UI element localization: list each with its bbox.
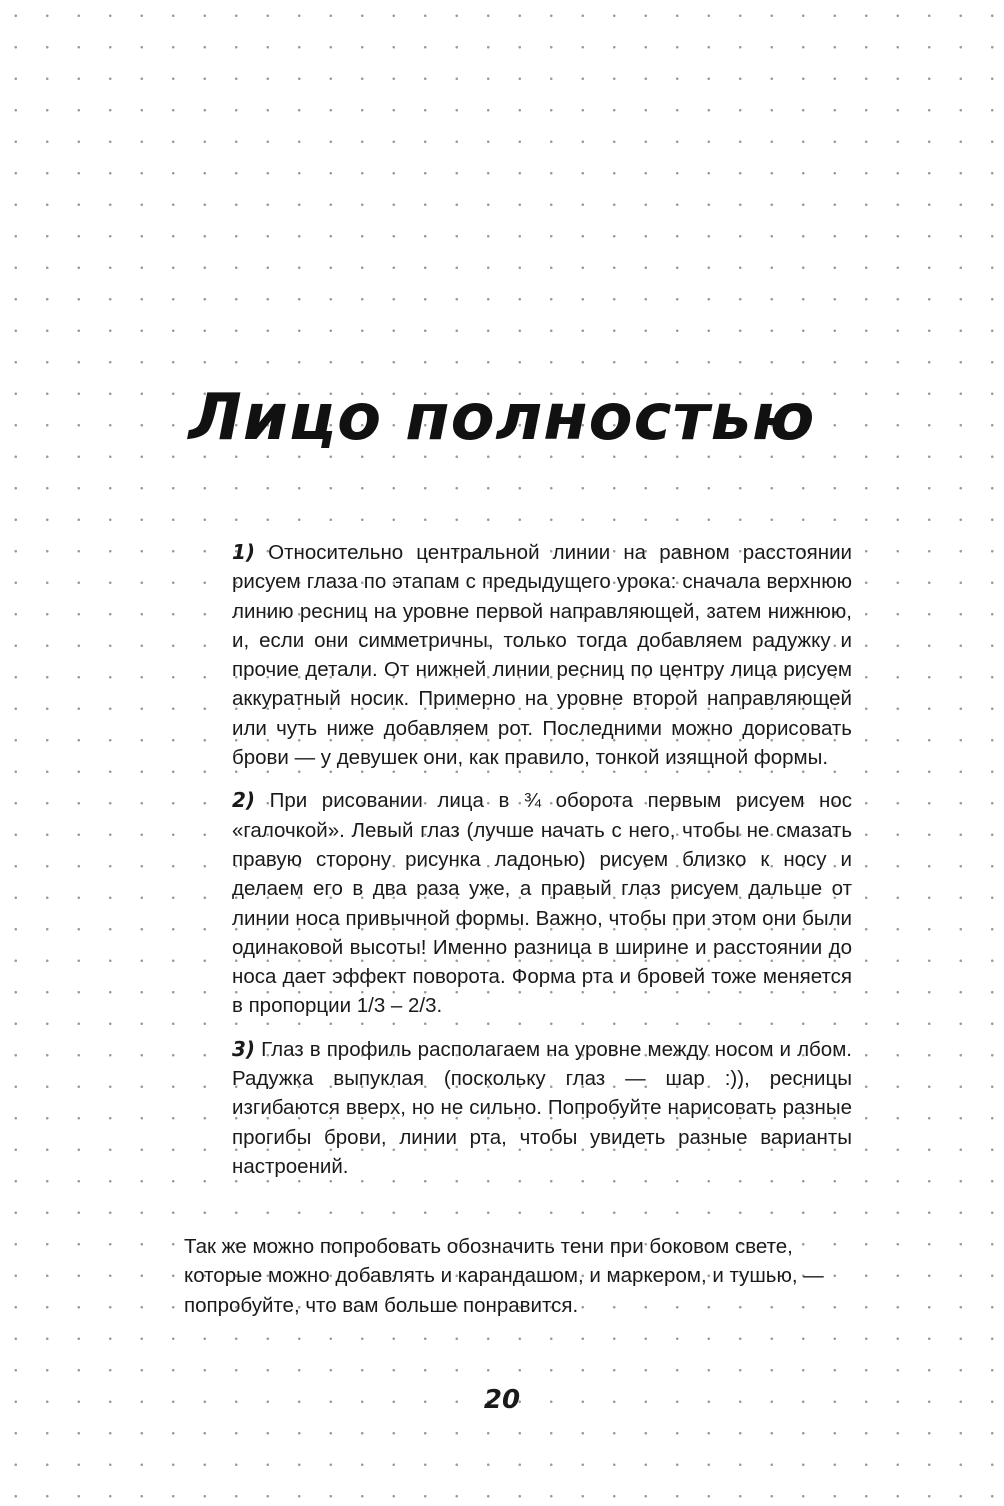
steps-list [232, 538, 852, 1195]
step-3-text: Глаз в профиль располагаем на уровне между носом и лбом. Радужка выпуклая (поскольку глаз — шар :)), ресницы изгибаются вверх, но не сильно. Попробуйте нарисовать разные прогибы брови, линии рта, чтобы увидеть разные варианты настроений. [232, 1037, 852, 1178]
page-title: Лицо полностью [188, 381, 816, 455]
step-1 [232, 538, 852, 772]
step-2-number: 2) [232, 788, 256, 813]
closing-paragraph: Так же можно попробовать обозначить тени при боковом свете, которые можно добавлять и карандашом, и маркером, и тушью, — попробуйте, что вам больше понравится. [184, 1235, 824, 1317]
step-1-text: Относительно центральной линии на равном расстоянии рисуем глаза по этапам с предыдущего урока: сначала верхнюю линию ресниц на уровне первой направляющей, затем нижнюю, и, если они симметричны, только тогда добавляем радужку и прочие детали. От нижней линии ресниц по центру лица рисуем аккуратный носик. Примерно на уровне второй направляющей или чуть ниже добавляем рот. Последними можно дорисовать брови — у девушек они, как правило, тонкой изящной формы. [232, 541, 852, 770]
step-1-number: 1) [232, 540, 256, 564]
step-3 [232, 1035, 852, 1181]
step-3-number: 3) [232, 1036, 256, 1061]
step-2-text: При рисовании лица в ¾ оборота первым рисуем нос «галочкой». Левый глаз (лучше начать с него, чтобы не смазать правую сторону рисунка ладонью) рисуем близко к носу и делаем его в два раза уже, а правый глаз рисуем дальше от линии носа привычной формы. Важно, чтобы при этом они были одинаковой высоты! Именно разница в ширине и расстоянии до носа дает эффект поворота. Форма рта и бровей тоже меняется в пропорции 1/3 – 2/3. [232, 789, 852, 1018]
page-number: 20 [483, 1385, 521, 1415]
step-2 [232, 786, 852, 1020]
